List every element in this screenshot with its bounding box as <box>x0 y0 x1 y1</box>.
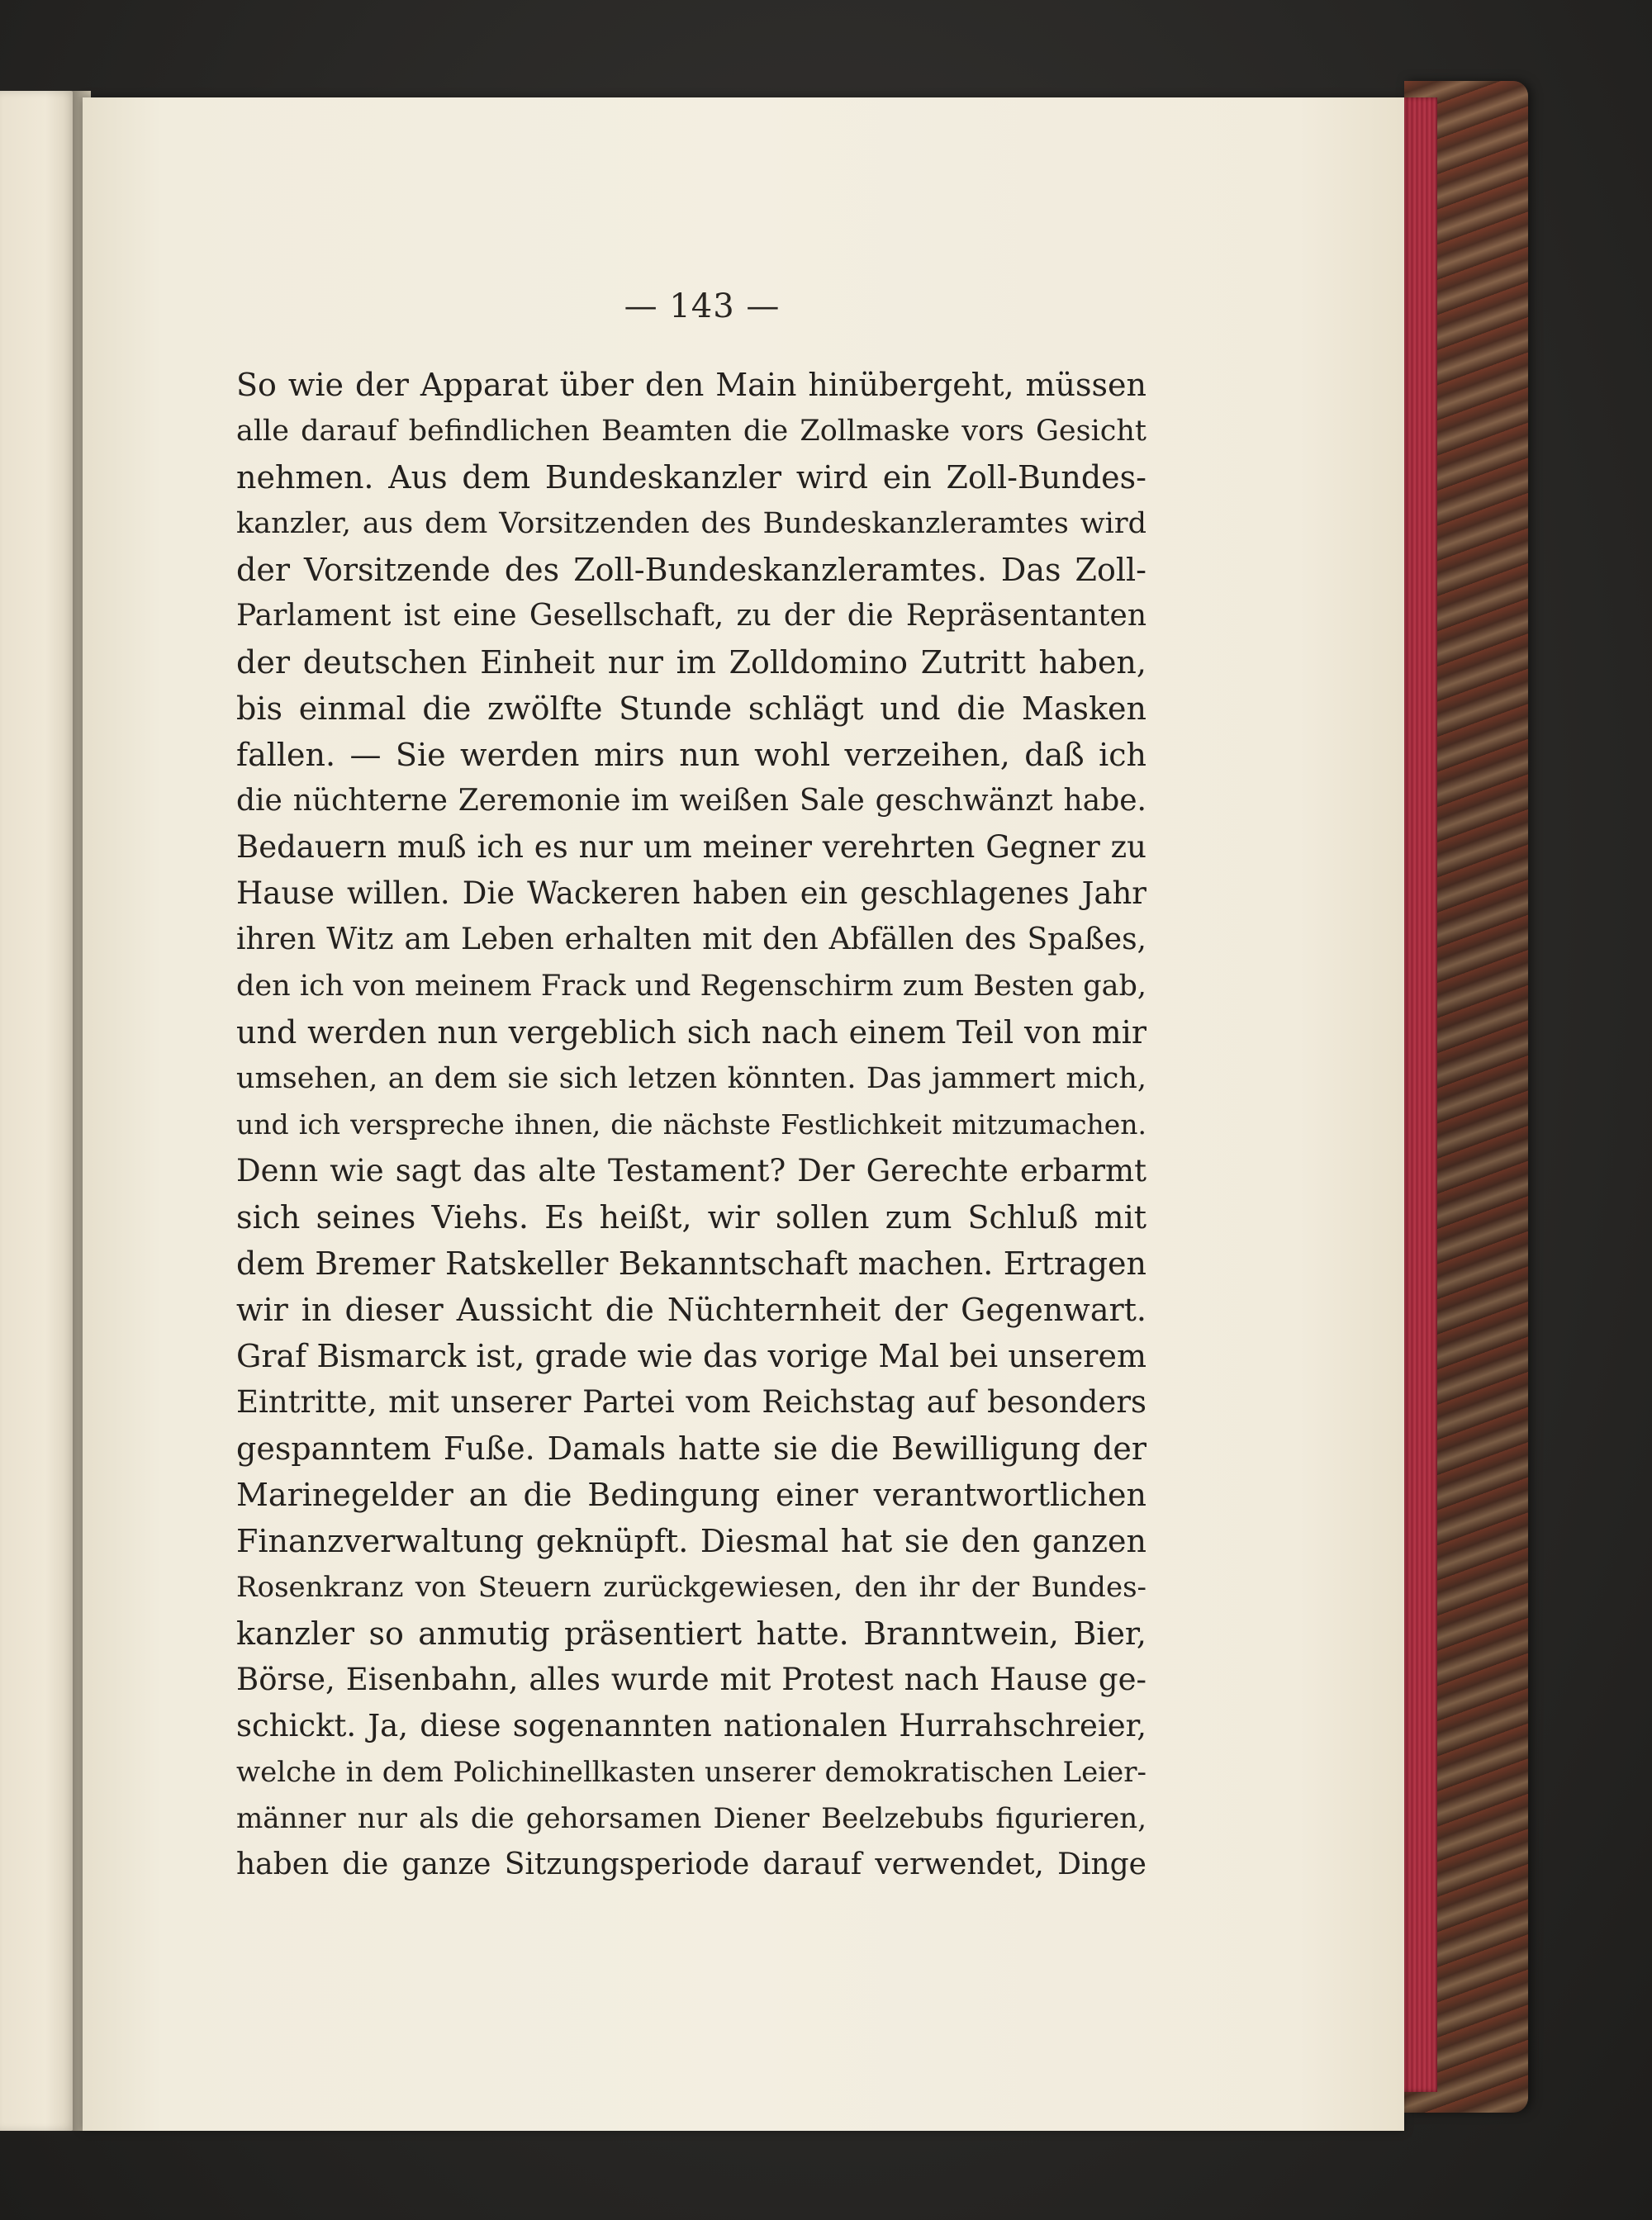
text-line: Eintritte, mit unserer Partei vom Reichstag auf besonders <box>236 1384 1146 1420</box>
text-line: und ich verspreche ihnen, die nächste Festlichkeit mitzumachen. <box>236 1108 1146 1141</box>
text-line: wir in dieser Aussicht die Nüchternheit der Gegenwart. <box>236 1292 1146 1328</box>
text-line: Bedauern muß ich es nur um meiner verehrten Gegner zu <box>236 829 1146 865</box>
text-line: Finanzverwaltung geknüpft. Diesmal hat sie den ganzen <box>236 1523 1146 1559</box>
text-line: Rosenkranz von Steuern zurückgewiesen, den ihr der Bundes- <box>236 1571 1146 1604</box>
text-line: welche in dem Polichinellkasten unserer demokratischen Leier- <box>236 1756 1146 1789</box>
text-line: alle darauf befindlichen Beamten die Zollmaske vors Gesicht <box>236 415 1146 448</box>
facing-page <box>0 91 76 2131</box>
text-line: So wie der Apparat über den Main hinübergeht, müssen <box>236 367 1146 403</box>
text-line: Graf Bismarck ist, grade wie das vorige Mal bei unserem <box>236 1338 1146 1374</box>
text-line: männer nur als die gehorsamen Diener Beelzebubs figurieren, <box>236 1802 1146 1835</box>
text-line: die nüchterne Zeremonie im weißen Sale geschwänzt habe. <box>236 784 1146 818</box>
text-line: kanzler, aus dem Vorsitzenden des Bundeskanzleramtes wird <box>236 507 1146 540</box>
text-line: haben die ganze Sitzungsperiode darauf verwendet, Dinge <box>236 1848 1146 1881</box>
text-line: bis einmal die zwölfte Stunde schlägt und die Masken <box>236 690 1146 727</box>
text-line: und werden nun vergeblich sich nach einem Teil von mir <box>236 1014 1146 1051</box>
text-line: dem Bremer Ratskeller Bekanntschaft machen. Ertragen <box>236 1245 1146 1282</box>
text-line: Denn wie sagt das alte Testament? Der Gerechte erbarmt <box>236 1153 1146 1188</box>
text-line: nehmen. Aus dem Bundeskanzler wird ein Zoll-Bundes- <box>236 459 1146 496</box>
text-line: Parlament ist eine Gesellschaft, zu der die Repräsentanten <box>236 599 1146 633</box>
text-line: sich seines Viehs. Es heißt, wir sollen zum Schluß mit <box>236 1199 1146 1236</box>
text-line: Börse, Eisenbahn, alles wurde mit Protest nach Hause ge- <box>236 1662 1146 1697</box>
text-line: umsehen, an dem sie sich letzen könnten. Das jammert mich, <box>236 1062 1146 1095</box>
text-line: der deutschen Einheit nur im Zolldomino Zutritt haben, <box>236 644 1146 681</box>
text-line: Marinegelder an die Bedingung einer verantwortlichen <box>236 1477 1146 1513</box>
text-line: fallen. — Sie werden mirs nun wohl verzeihen, daß ich <box>236 737 1146 773</box>
text-line: kanzler so anmutig präsentiert hatte. Branntwein, Bier, <box>236 1615 1146 1652</box>
text-line: gespanntem Fuße. Damals hatte sie die Bewilligung der <box>236 1430 1146 1467</box>
page-number: — 143 — <box>624 287 781 325</box>
body-text <box>236 362 1146 1888</box>
text-line: Hause willen. Die Wackeren haben ein geschlagenes Jahr <box>236 875 1146 911</box>
text-line: ihren Witz am Leben erhalten mit den Abfällen des Spaßes, <box>236 923 1146 956</box>
text-line: schickt. Ja, diese sogenannten nationalen Hurrahschreier, <box>236 1708 1146 1743</box>
text-line: der Vorsitzende des Zoll-Bundeskanzleramtes. Das Zoll- <box>236 552 1146 588</box>
text-line: den ich von meinem Frack und Regenschirm zum Besten gab, <box>236 970 1146 1003</box>
